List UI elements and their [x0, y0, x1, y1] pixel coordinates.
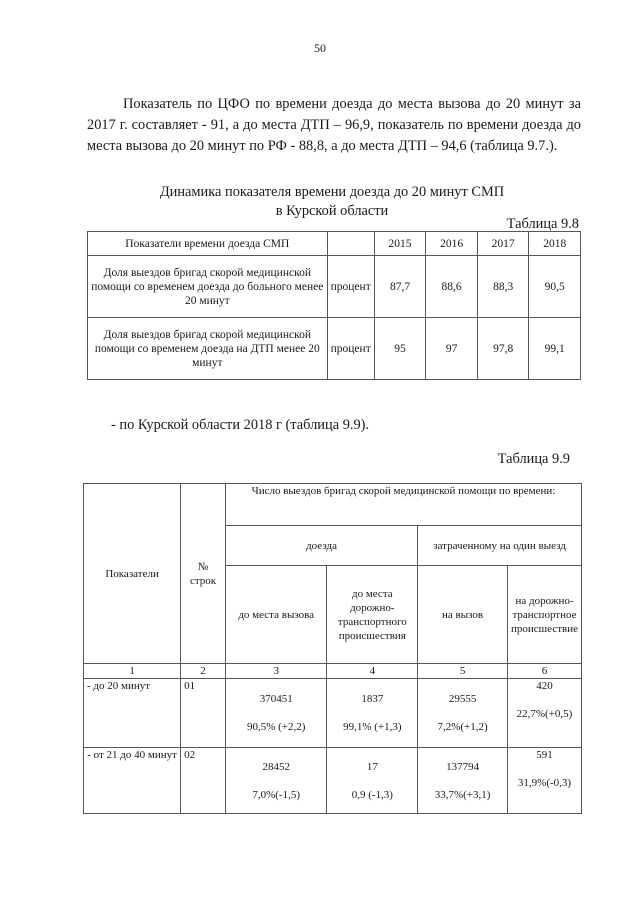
table-9-8-label: Таблица 9.8 — [506, 216, 579, 232]
row-indicator: Доля выездов бригад скорой медицинской помощи со временем доезда на ДТП менее 20 минут — [88, 318, 328, 380]
cell-on-call — [418, 748, 508, 814]
header-to-dtp-site: до места дорожно-транспортного происшествия — [327, 566, 418, 664]
row-value: 97,8 — [477, 318, 529, 380]
row-indicator: Доля выездов бригад скорой медицинской помощи со временем доезда до больного менее 20 минут — [88, 256, 328, 318]
row-value: 88,6 — [426, 256, 478, 318]
bullet-text: - по Курской области 2018 г (таблица 9.9). — [111, 417, 370, 433]
cell-count: 420 — [536, 680, 553, 692]
table-row — [84, 679, 582, 748]
cell-count: 17 — [366, 760, 378, 773]
cell-percent: 90,5% (+2,2) — [246, 721, 306, 733]
cell-percent: 99,1% (+1,3) — [343, 721, 402, 733]
table-caption — [87, 183, 577, 221]
row-value: 90,5 — [529, 256, 581, 318]
cell-percent: 33,7%(+3,1) — [434, 788, 491, 801]
row-value: 87,7 — [374, 256, 426, 318]
row-unit: процент — [327, 256, 374, 318]
cell-percent: 0,9 (-1,3) — [351, 788, 393, 801]
header-year: 2016 — [426, 232, 478, 256]
table-9-8 — [87, 231, 581, 380]
header-to-call-site: до места вызова — [225, 566, 327, 664]
header-time-spent: затраченному на один выезд — [418, 526, 582, 566]
caption-line-2: в Курской области — [275, 203, 389, 219]
header-unit — [327, 232, 374, 256]
header-year: 2018 — [529, 232, 581, 256]
column-number: 4 — [327, 664, 418, 679]
header-calls-by-time: Число выездов бригад скорой медицинской помощи по времени: — [225, 484, 581, 526]
page-number: 50 — [314, 41, 326, 55]
row-value: 95 — [374, 318, 426, 380]
cell-count: 29555 — [448, 693, 477, 705]
column-number: 5 — [418, 664, 508, 679]
table-row — [88, 256, 581, 318]
header-year: 2017 — [477, 232, 529, 256]
table-row — [88, 318, 581, 380]
column-number: 2 — [181, 664, 226, 679]
cell-on-dtp — [508, 679, 582, 748]
column-number: 6 — [508, 664, 582, 679]
header-row-1 — [84, 484, 582, 526]
cell-percent: 7,2%(+1,2) — [437, 721, 488, 733]
header-on-dtp: на дорожно-транспортное происшествие — [508, 566, 582, 664]
header-on-call: на вызов — [418, 566, 508, 664]
row-label: - до 20 минут — [84, 679, 181, 748]
cell-to-dtp — [327, 679, 418, 748]
row-value: 88,3 — [477, 256, 529, 318]
cell-count: 137794 — [446, 760, 480, 773]
header-indicators: Показатели — [84, 484, 181, 664]
cell-on-dtp — [508, 748, 582, 814]
table-row — [84, 748, 582, 814]
header-row-number: № строк — [181, 484, 226, 664]
column-number-row — [84, 664, 582, 679]
cell-count: 1837 — [361, 693, 384, 705]
cell-on-call — [418, 679, 508, 748]
cell-count: 28452 — [262, 760, 290, 773]
cell-percent: 22,7%(+0,5) — [516, 708, 573, 720]
table-header-row — [88, 232, 581, 256]
row-value: 97 — [426, 318, 478, 380]
cell-percent: 7,0%(-1,5) — [252, 788, 301, 801]
row-unit: процент — [327, 318, 374, 380]
row-number: 02 — [181, 748, 226, 814]
header-arrival: доезда — [225, 526, 417, 566]
intro-paragraph: Показатель по ЦФО по времени доезда до места вызова до 20 минут за 2017 г. составляет - 91, а до места ДТП – 96,9, показатель по времени доезда до места вызова до 20 минут по РФ - 88,8, а до места ДТП – 94,6 (таблица 9.7.). — [87, 96, 581, 154]
header-indicator: Показатели времени доезда СМП — [88, 232, 328, 256]
row-value: 99,1 — [529, 318, 581, 380]
row-number: 01 — [181, 679, 226, 748]
column-number: 1 — [84, 664, 181, 679]
cell-count: 370451 — [259, 693, 293, 705]
cell-to-call — [225, 679, 327, 748]
header-year: 2015 — [374, 232, 426, 256]
cell-count: 591 — [536, 749, 553, 761]
column-number: 3 — [225, 664, 327, 679]
caption-line-1: Динамика показателя времени доезда до 20 минут СМП — [159, 184, 505, 200]
table-9-9-label: Таблица 9.9 — [497, 451, 570, 467]
cell-percent: 31,9%(-0,3) — [517, 777, 572, 789]
cell-to-call — [225, 748, 327, 814]
table-9-9 — [83, 483, 582, 814]
cell-to-dtp — [327, 748, 418, 814]
row-label: - от 21 до 40 минут — [84, 748, 181, 814]
